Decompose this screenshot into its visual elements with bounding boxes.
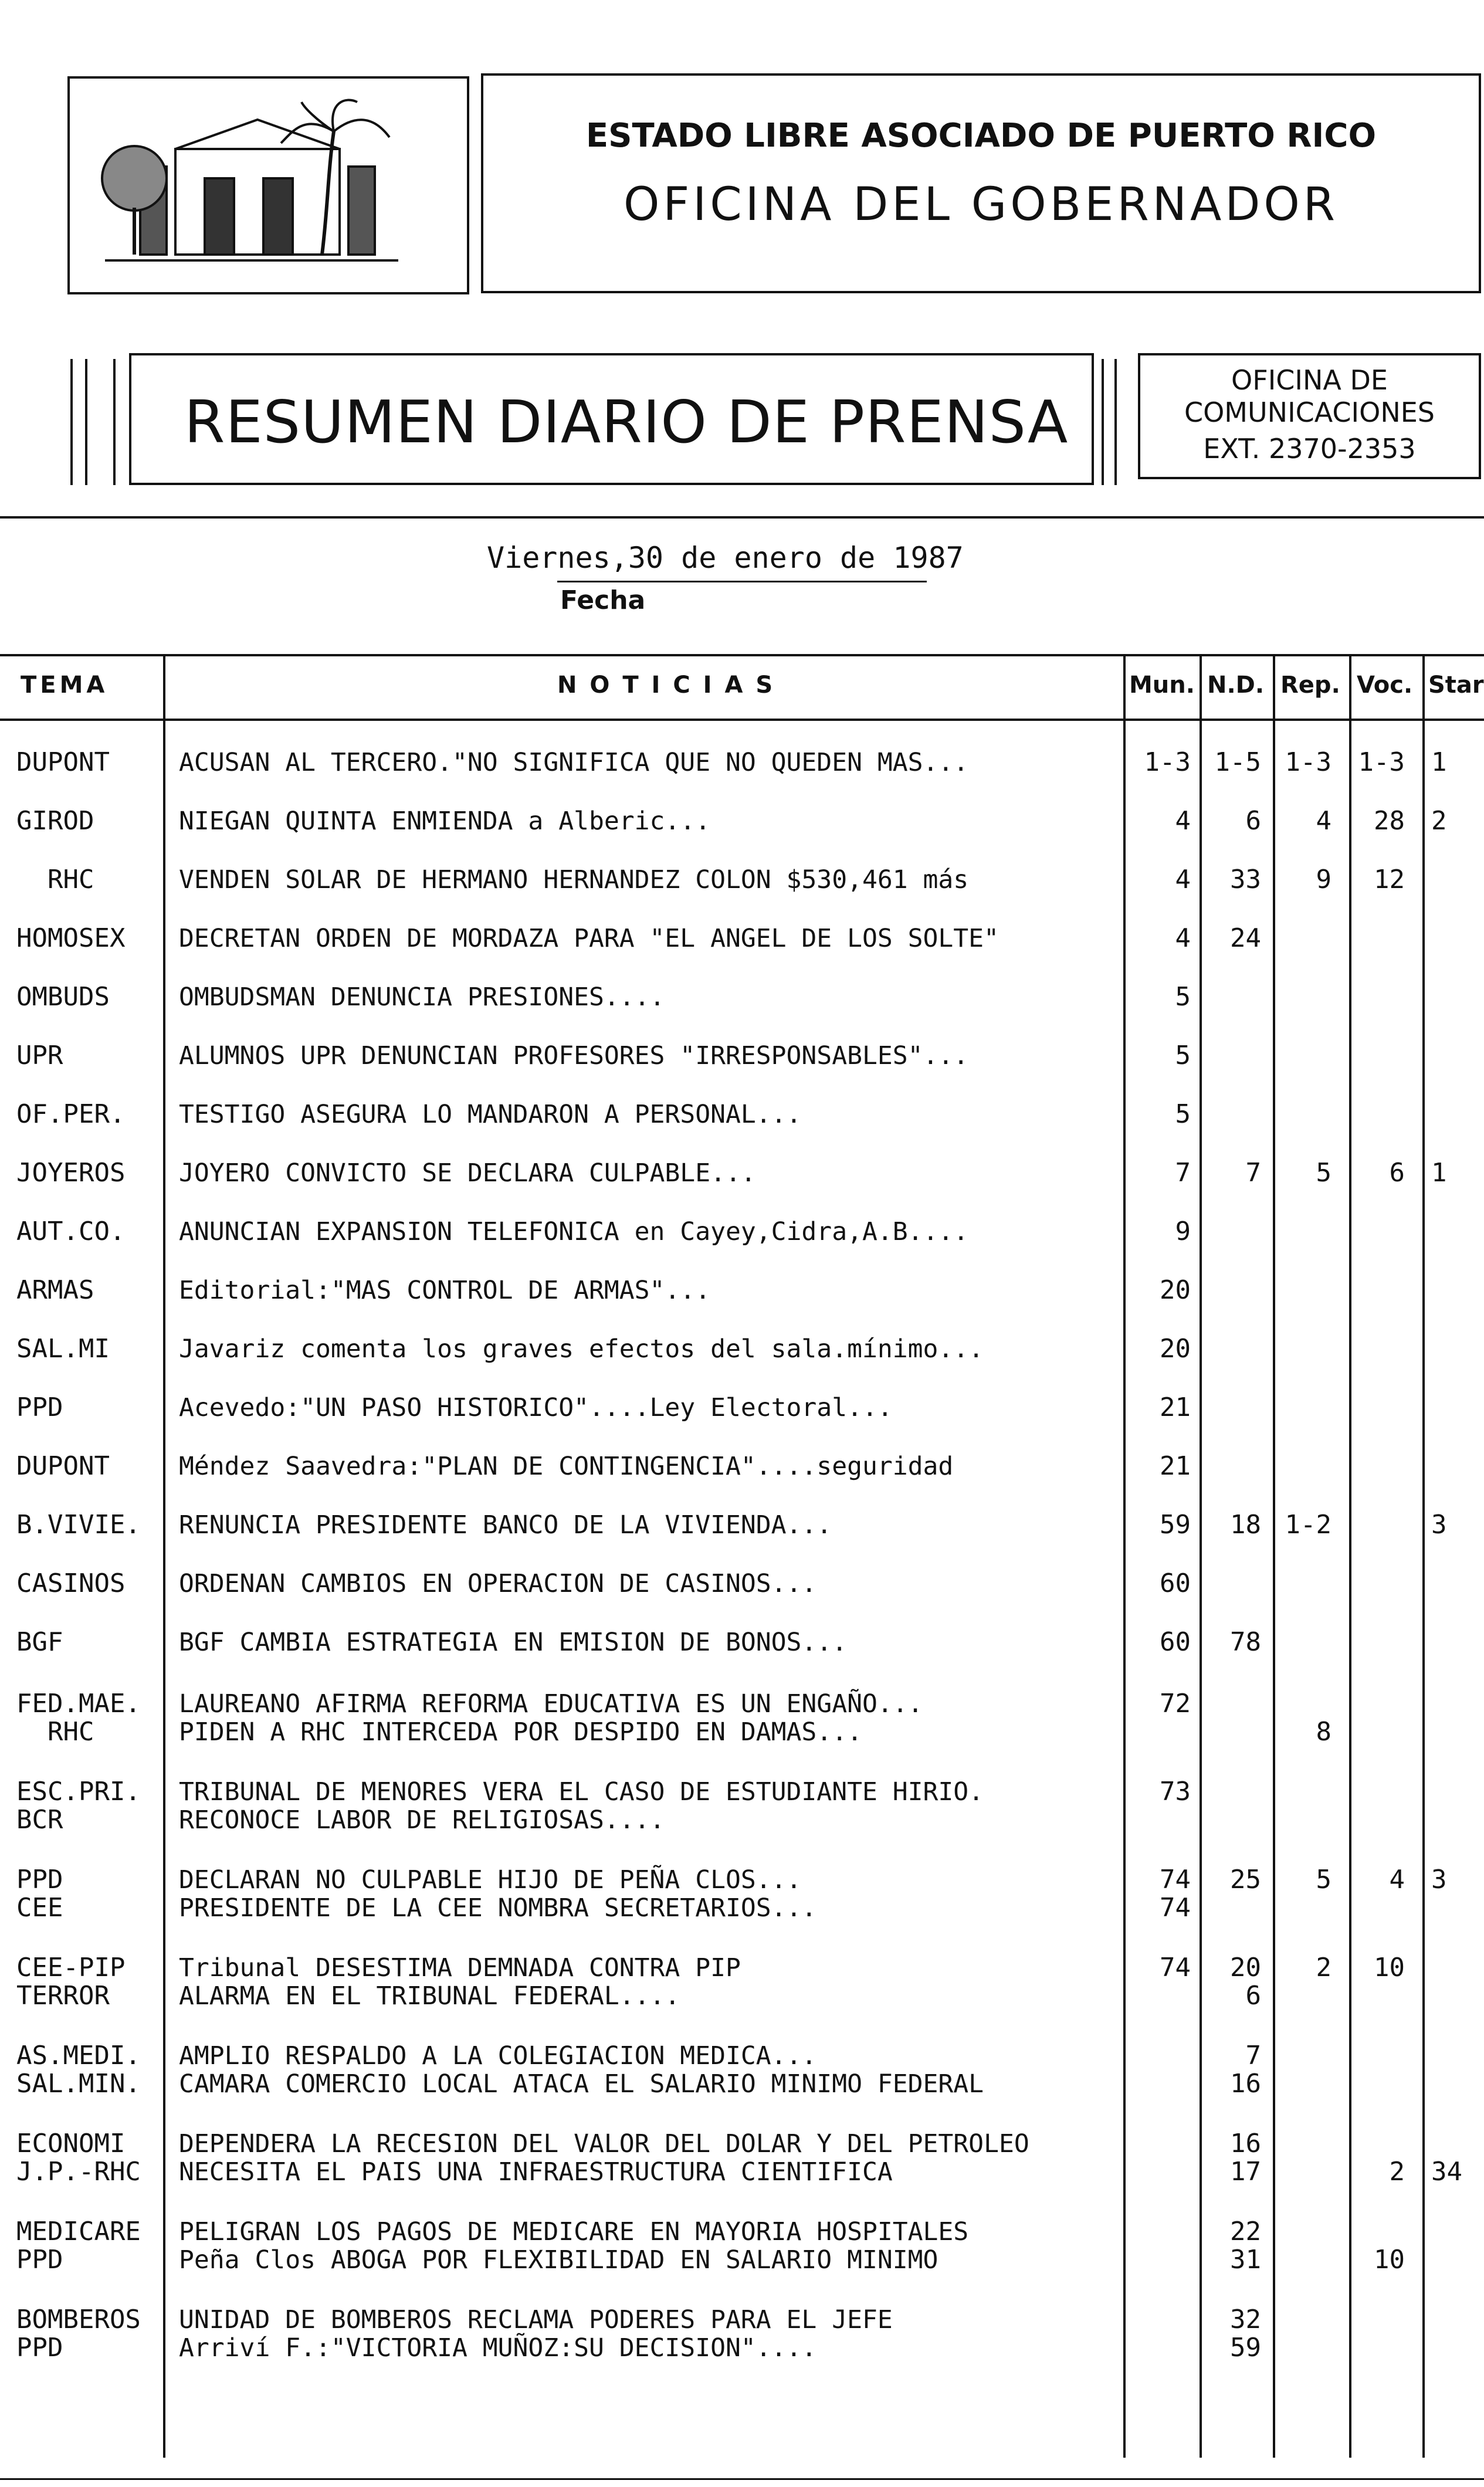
mun-page-cell: 4 xyxy=(1175,865,1191,894)
noticia-cell: DECLARAN NO CULPABLE HIJO DE PEÑA CLOS... xyxy=(179,1865,802,1895)
mun-page-cell: 60 xyxy=(1160,1568,1191,1598)
mun-page-cell: 60 xyxy=(1160,1627,1191,1657)
noticia-cell: NECESITA EL PAIS UNA INFRAESTRUCTURA CIENTIFICA xyxy=(179,2157,893,2187)
tema-cell: UPR xyxy=(16,1041,63,1070)
noticia-cell: DEPENDERA LA RECESION DEL VALOR DEL DOLAR Y DEL PETROLEO xyxy=(179,2129,1029,2159)
noticia-cell: TRIBUNAL DE MENORES VERA EL CASO DE ESTUDIANTE HIRIO. xyxy=(179,1777,984,1807)
mun-page-cell: 59 xyxy=(1160,1510,1191,1540)
mun-page-cell: 72 xyxy=(1160,1689,1191,1719)
noticia-cell: DECRETAN ORDEN DE MORDAZA PARA "EL ANGEL DE LOS SOLTE" xyxy=(179,924,999,953)
column-header-star: Star xyxy=(1428,672,1484,699)
noticia-cell: Javariz comenta los graves efectos del sala.mínimo... xyxy=(179,1334,984,1364)
voc-page-cell: 6 xyxy=(1389,1158,1405,1188)
governor-office-title: OFICINA DEL GOBERNADOR xyxy=(623,178,1339,231)
governor-box xyxy=(481,73,1481,293)
tema-cell: PPD xyxy=(16,2245,63,2275)
noticia-cell: NIEGAN QUINTA ENMIENDA a Alberic... xyxy=(179,807,711,836)
rep-page-cell: 8 xyxy=(1316,1717,1331,1747)
tema-cell: MEDICARE xyxy=(16,2217,141,2247)
column-header-noticias: N O T I C I A S xyxy=(557,672,775,699)
noticia-cell: AMPLIO RESPALDO A LA COLEGIACION MEDICA... xyxy=(179,2041,817,2071)
date-value: Viernes,30 de enero de 1987 xyxy=(487,541,964,575)
nd-page-cell: 20 xyxy=(1230,1953,1261,1983)
noticia-cell: ORDENAN CAMBIOS EN OPERACION DE CASINOS... xyxy=(179,1569,817,1598)
tema-cell: CASINOS xyxy=(16,1568,126,1598)
tema-cell: SAL.MI xyxy=(16,1334,110,1364)
nd-page-cell: 17 xyxy=(1230,2157,1261,2187)
noticia-cell: RENUNCIA PRESIDENTE BANCO DE LA VIVIENDA... xyxy=(179,1510,832,1540)
page-bottom-line xyxy=(0,2478,1484,2480)
star-page-cell: 2 xyxy=(1431,806,1447,836)
rep-page-cell: 2 xyxy=(1316,1953,1331,1983)
noticia-cell: Arriví F.:"VICTORIA MUÑOZ:SU DECISION".... xyxy=(179,2333,817,2363)
nd-page-cell: 33 xyxy=(1230,865,1261,894)
rep-page-cell: 1-3 xyxy=(1285,747,1331,777)
tema-cell: OF.PER. xyxy=(16,1099,126,1129)
noticia-cell: PRESIDENTE DE LA CEE NOMBRA SECRETARIOS... xyxy=(179,1893,817,1923)
mun-page-cell: 21 xyxy=(1160,1451,1191,1481)
column-header-mun: Mun. xyxy=(1129,672,1195,699)
tema-cell: BCR xyxy=(16,1805,63,1835)
tema-cell: PPD xyxy=(16,1865,63,1895)
header-divider xyxy=(0,516,1484,519)
right-rule-2 xyxy=(1114,359,1117,485)
rep-page-cell: 5 xyxy=(1316,1158,1331,1188)
star-page-cell: 3 xyxy=(1431,1865,1447,1895)
column-header-rep: Rep. xyxy=(1280,672,1340,699)
col-divider-rep xyxy=(1349,654,1351,2458)
tema-cell: FED.MAE. xyxy=(16,1689,141,1719)
star-page-cell: 34 xyxy=(1431,2157,1462,2187)
office-line-2: COMUNICACIONES xyxy=(1184,397,1435,428)
tema-cell: GIROD xyxy=(16,806,94,836)
rep-page-cell: 1-2 xyxy=(1285,1510,1331,1540)
noticia-cell: Acevedo:"UN PASO HISTORICO"....Ley Electoral... xyxy=(179,1393,893,1422)
mun-page-cell: 5 xyxy=(1175,1099,1191,1129)
table-header-border xyxy=(0,719,1484,721)
government-name: ESTADO LIBRE ASOCIADO DE PUERTO RICO xyxy=(585,117,1377,155)
page-title: RESUMEN DIARIO DE PRENSA xyxy=(184,388,1069,456)
noticia-cell: ALUMNOS UPR DENUNCIAN PROFESORES "IRRESPONSABLES"... xyxy=(179,1041,969,1070)
tema-cell: BOMBEROS xyxy=(16,2305,141,2334)
mun-page-cell: 4 xyxy=(1175,806,1191,836)
tema-cell: DUPONT xyxy=(16,747,110,777)
tema-cell: J.P.-RHC xyxy=(16,2157,141,2187)
table-top-border xyxy=(0,654,1484,656)
nd-page-cell: 7 xyxy=(1245,1158,1261,1188)
star-page-cell: 1 xyxy=(1431,747,1447,777)
column-header-tema: TEMA xyxy=(21,672,109,699)
tema-cell: SAL.MIN. xyxy=(16,2069,141,2099)
nd-page-cell: 6 xyxy=(1245,1981,1261,2011)
noticia-cell: VENDEN SOLAR DE HERMANO HERNANDEZ COLON $530,461 más xyxy=(179,865,969,894)
col-divider-voc xyxy=(1422,654,1425,2458)
mun-page-cell: 20 xyxy=(1160,1334,1191,1364)
rep-page-cell: 4 xyxy=(1316,806,1331,836)
noticia-cell: Méndez Saavedra:"PLAN DE CONTINGENCIA"....seguridad xyxy=(179,1452,954,1481)
left-rule-3 xyxy=(113,359,116,485)
tema-cell: TERROR xyxy=(16,1981,110,2011)
mun-page-cell: 74 xyxy=(1160,1953,1191,1983)
noticia-cell: TESTIGO ASEGURA LO MANDARON A PERSONAL... xyxy=(179,1100,802,1129)
noticia-cell: LAUREANO AFIRMA REFORMA EDUCATIVA ES UN ENGAÑO... xyxy=(179,1689,923,1719)
mun-page-cell: 5 xyxy=(1175,982,1191,1012)
tema-cell: PPD xyxy=(16,2333,63,2363)
left-rule-2 xyxy=(85,359,87,485)
date-label: Fecha xyxy=(560,585,646,615)
right-rule-1 xyxy=(1102,359,1104,485)
noticia-cell: BGF CAMBIA ESTRATEGIA EN EMISION DE BONOS... xyxy=(179,1628,848,1657)
tema-cell: ECONOMI xyxy=(16,2129,126,2159)
noticia-cell: OMBUDSMAN DENUNCIA PRESIONES.... xyxy=(179,982,665,1012)
nd-page-cell: 22 xyxy=(1230,2217,1261,2247)
tema-cell: DUPONT xyxy=(16,1451,110,1481)
star-page-cell: 3 xyxy=(1431,1510,1447,1540)
office-box xyxy=(1138,353,1481,479)
nd-page-cell: 78 xyxy=(1230,1627,1261,1657)
noticia-cell: Peña Clos ABOGA POR FLEXIBILIDAD EN SALARIO MINIMO xyxy=(179,2245,938,2275)
column-header-voc: Voc. xyxy=(1357,672,1413,699)
mun-page-cell: 74 xyxy=(1160,1865,1191,1895)
noticia-cell: Tribunal DESESTIMA DEMNADA CONTRA PIP xyxy=(179,1953,741,1983)
noticia-cell: CAMARA COMERCIO LOCAL ATACA EL SALARIO MINIMO FEDERAL xyxy=(179,2069,984,2099)
noticia-cell: ALARMA EN EL TRIBUNAL FEDERAL.... xyxy=(179,1981,680,2011)
col-divider-noticias xyxy=(1123,654,1126,2458)
mun-page-cell: 4 xyxy=(1175,923,1191,953)
nd-page-cell: 16 xyxy=(1230,2069,1261,2099)
tema-cell: OMBUDS xyxy=(16,982,110,1012)
tema-cell: CEE-PIP xyxy=(16,1953,126,1983)
voc-page-cell: 2 xyxy=(1389,2157,1405,2187)
left-rule-1 xyxy=(70,359,73,485)
tema-cell: RHC xyxy=(16,1717,94,1747)
date-underline xyxy=(557,581,927,582)
voc-page-cell: 12 xyxy=(1374,865,1405,894)
noticia-cell: UNIDAD DE BOMBEROS RECLAMA PODERES PARA EL JEFE xyxy=(179,2305,893,2334)
tema-cell: AUT.CO. xyxy=(16,1217,126,1246)
tema-cell: CEE xyxy=(16,1893,63,1923)
office-line-1: OFICINA DE xyxy=(1231,364,1388,396)
tema-cell: BGF xyxy=(16,1627,63,1657)
mun-page-cell: 20 xyxy=(1160,1275,1191,1305)
rep-page-cell: 5 xyxy=(1316,1865,1331,1895)
nd-page-cell: 32 xyxy=(1230,2305,1261,2334)
voc-page-cell: 10 xyxy=(1374,1953,1405,1983)
nd-page-cell: 31 xyxy=(1230,2245,1261,2275)
government-building-seal-image xyxy=(70,79,467,292)
nd-page-cell: 1-5 xyxy=(1214,747,1261,777)
voc-page-cell: 1-3 xyxy=(1358,747,1405,777)
column-header-nd: N.D. xyxy=(1207,672,1265,699)
col-divider-nd xyxy=(1273,654,1275,2458)
voc-page-cell: 4 xyxy=(1389,1865,1405,1895)
nd-page-cell: 16 xyxy=(1230,2129,1261,2159)
nd-page-cell: 7 xyxy=(1245,2041,1261,2071)
mun-page-cell: 9 xyxy=(1175,1217,1191,1246)
voc-page-cell: 10 xyxy=(1374,2245,1405,2275)
noticia-cell: ACUSAN AL TERCERO."NO SIGNIFICA QUE NO QUEDEN MAS... xyxy=(179,748,969,777)
tema-cell: ESC.PRI. xyxy=(16,1777,141,1807)
mun-page-cell: 21 xyxy=(1160,1392,1191,1422)
nd-page-cell: 59 xyxy=(1230,2333,1261,2363)
col-divider-tema xyxy=(163,654,165,2458)
nd-page-cell: 6 xyxy=(1245,806,1261,836)
tema-cell: HOMOSEX xyxy=(16,923,126,953)
noticia-cell: Editorial:"MAS CONTROL DE ARMAS"... xyxy=(179,1276,711,1305)
tema-cell: PPD xyxy=(16,1392,63,1422)
noticia-cell: RECONOCE LABOR DE RELIGIOSAS.... xyxy=(179,1805,665,1835)
noticia-cell: JOYERO CONVICTO SE DECLARA CULPABLE... xyxy=(179,1158,756,1188)
rep-page-cell: 9 xyxy=(1316,865,1331,894)
col-divider-mun xyxy=(1200,654,1202,2458)
tema-cell: AS.MEDI. xyxy=(16,2041,141,2071)
tema-cell: JOYEROS xyxy=(16,1158,126,1188)
tema-cell: B.VIVIE. xyxy=(16,1510,141,1540)
title-box xyxy=(129,353,1094,485)
tema-cell: ARMAS xyxy=(16,1275,94,1305)
mun-page-cell: 5 xyxy=(1175,1041,1191,1070)
noticia-cell: ANUNCIAN EXPANSION TELEFONICA en Cayey,Cidra,A.B.... xyxy=(179,1217,969,1246)
office-extension: EXT. 2370-2353 xyxy=(1203,433,1416,465)
nd-page-cell: 18 xyxy=(1230,1510,1261,1540)
mun-page-cell: 73 xyxy=(1160,1777,1191,1807)
seal-box xyxy=(67,76,469,294)
noticia-cell: PIDEN A RHC INTERCEDA POR DESPIDO EN DAMAS... xyxy=(179,1717,862,1747)
star-page-cell: 1 xyxy=(1431,1158,1447,1188)
tema-cell: RHC xyxy=(16,865,94,894)
mun-page-cell: 74 xyxy=(1160,1893,1191,1923)
nd-page-cell: 24 xyxy=(1230,923,1261,953)
nd-page-cell: 25 xyxy=(1230,1865,1261,1895)
noticia-cell: PELIGRAN LOS PAGOS DE MEDICARE EN MAYORIA HOSPITALES xyxy=(179,2217,969,2247)
mun-page-cell: 7 xyxy=(1175,1158,1191,1188)
mun-page-cell: 1-3 xyxy=(1144,747,1191,777)
voc-page-cell: 28 xyxy=(1374,806,1405,836)
